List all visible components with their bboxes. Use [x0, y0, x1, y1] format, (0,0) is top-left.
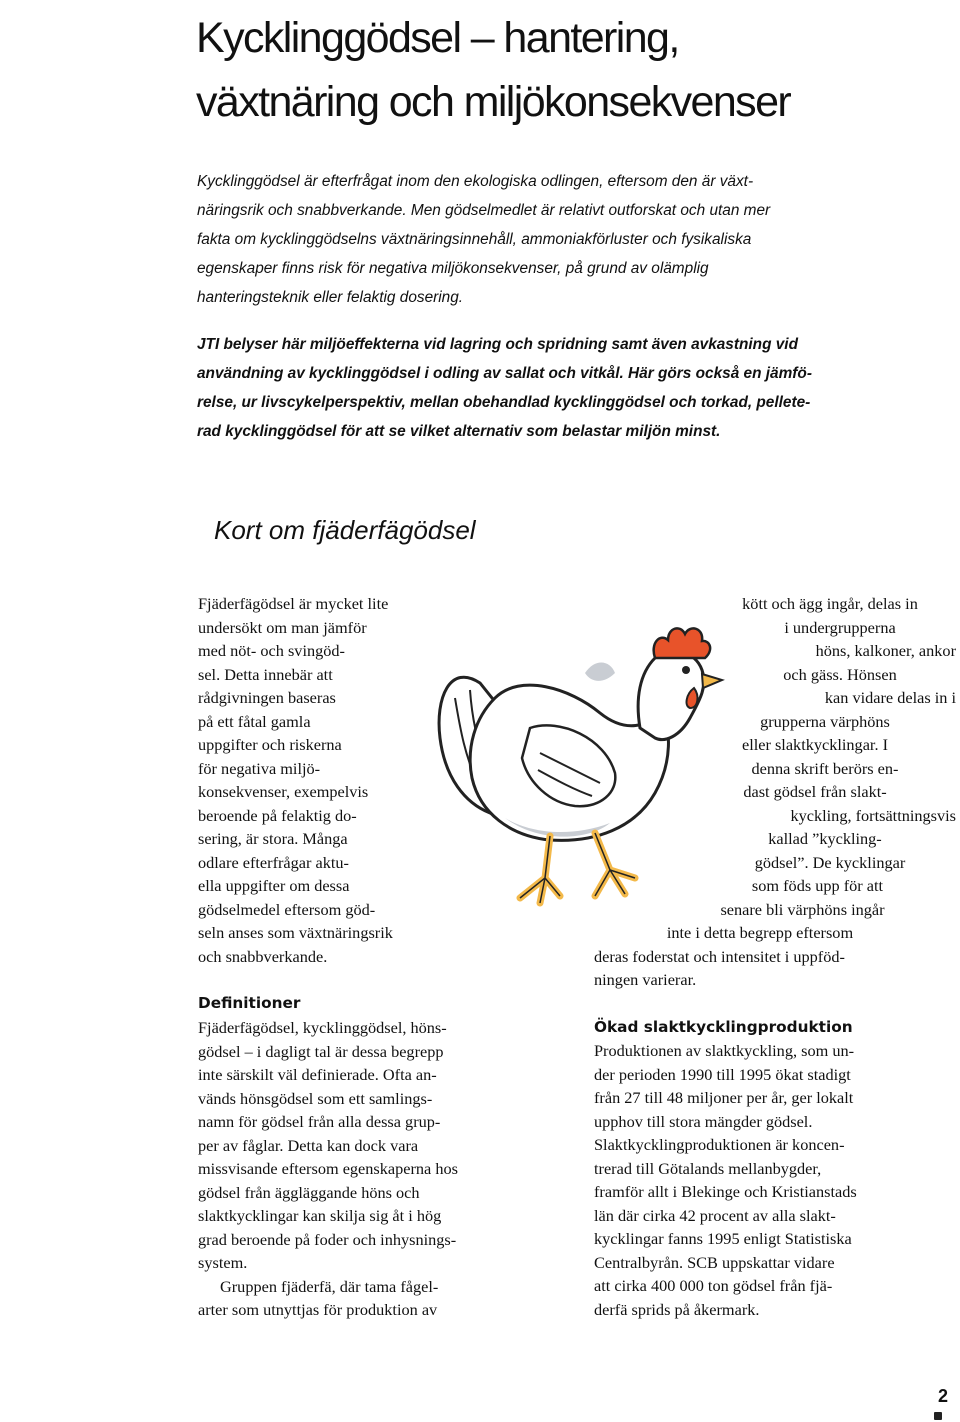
page-number: 2: [938, 1386, 949, 1406]
body-line: grupperna värphöns: [760, 711, 890, 731]
body-line: slaktkycklingar kan skilja sig åt i hög: [198, 1206, 442, 1225]
intro-line: hanteringsteknik eller felaktig dosering.: [197, 289, 464, 306]
body-line: gödselmedel eftersom göd-: [198, 899, 376, 919]
body-line: sering, är stora. Många: [198, 829, 348, 848]
body-line: Fjäderfägödsel, kycklinggödsel, höns-: [198, 1018, 447, 1037]
body-line: från 27 till 48 miljoner per år, ger lokalt: [594, 1088, 854, 1107]
body-line: arter som utnyttjas för produktion av: [198, 1300, 438, 1319]
body-line: Slaktkycklingproduktionen är koncen-: [594, 1135, 845, 1154]
body-line: Centralbyrån. SCB uppskattar vidare: [594, 1252, 835, 1272]
body-line: dast gödsel från slakt-: [743, 782, 887, 801]
body-line: uppgifter och riskerna: [198, 735, 342, 754]
body-line: för negativa miljö-: [198, 758, 321, 778]
body-line: trerad till Götalands mellanbygder,: [594, 1158, 822, 1178]
document-title: [196, 6, 956, 134]
body-line: gödsel från äggläggande höns och: [198, 1182, 420, 1202]
hen-illustration-icon: [410, 578, 730, 933]
body-line: kycklingar fanns 1995 enligt Statistiska: [594, 1229, 852, 1248]
intro-line: rad kycklinggödsel för att se vilket alternativ som belastar miljön minst.: [197, 423, 721, 440]
body-line: kyckling, fortsättningsvis: [790, 805, 956, 825]
body-line: denna skrift berörs en-: [751, 758, 899, 778]
body-line: höns, kalkoner, ankor: [815, 641, 956, 660]
definitions-text: [198, 1016, 458, 1322]
body-line: kallad ”kyckling-: [768, 829, 882, 848]
page-marker: [934, 1412, 942, 1420]
body-line: namn för gödsel från alla dessa grup-: [198, 1112, 441, 1131]
body-line: Produktionen av slaktkyckling, som un-: [594, 1041, 855, 1060]
body-line: missvisande eftersom egenskaperna hos: [198, 1159, 458, 1178]
intro-paragraph-1: [197, 167, 959, 312]
intro-paragraph-2: [197, 330, 959, 446]
definitions-heading: Definitioner: [198, 994, 301, 1012]
hen-shading: [585, 662, 615, 680]
hen-comb: [654, 628, 710, 658]
title-line: Kycklinggödsel – hantering,: [196, 14, 679, 62]
intro-line: egenskaper finns risk för negativa miljökonsekvenser, på grund av olämplig: [197, 260, 709, 277]
body-line: gödsel – i dagligt tal är dessa begrepp: [198, 1041, 444, 1061]
body-line: och gäss. Hönsen: [783, 664, 897, 684]
body-line: upphov till stora mängder gödsel.: [594, 1111, 813, 1131]
hen-eye: [682, 666, 690, 674]
body-line: med nöt- och svingöd-: [198, 641, 345, 660]
body-line: beroende på felaktig do-: [198, 805, 357, 825]
body-line: att cirka 400 000 ton gödsel från fjä-: [594, 1276, 833, 1295]
intro-line: fakta om kycklinggödselns växtnäringsinnehåll, ammoniakförluster och fysikaliska: [197, 231, 752, 248]
body-line: på ett fåtal gamla: [198, 711, 311, 731]
body-line: ella uppgifter om dessa: [198, 876, 350, 895]
body-line: ningen varierar.: [594, 970, 697, 989]
intro-line: relse, ur livscykelperspektiv, mellan obehandlad kycklinggödsel och torkad, pellete-: [197, 394, 811, 411]
body-line: per av fåglar. Detta kan dock vara: [198, 1135, 419, 1155]
production-heading: Ökad slaktkycklingproduktion: [594, 1018, 853, 1036]
body-line: framför allt i Blekinge och Kristianstads: [594, 1182, 857, 1201]
body-line: gödsel”. De kycklingar: [754, 852, 906, 872]
body-line: som föds upp för att: [751, 876, 884, 895]
body-line: inte särskilt väl definierade. Ofta an-: [198, 1065, 437, 1084]
body-line: län där cirka 42 procent av alla slakt-: [594, 1205, 836, 1225]
body-line: odlare efterfrågar aktu-: [198, 852, 349, 872]
body-line: eller slaktkycklingar. I: [741, 735, 889, 754]
body-line: der perioden 1990 till 1995 ökat stadigt: [594, 1064, 851, 1084]
body-line: konsekvenser, exempelvis: [198, 782, 369, 801]
body-line: rådgivningen baseras: [198, 688, 336, 707]
body-line: sel. Detta innebär att: [198, 664, 333, 684]
section-heading: Kort om fjäderfägödsel: [214, 515, 476, 545]
left-column-text: [198, 592, 393, 968]
body-line: system.: [198, 1253, 248, 1272]
body-line: Gruppen fjäderfä, där tama fågel-: [220, 1276, 439, 1296]
body-line: Fjäderfägödsel är mycket lite: [198, 594, 389, 613]
body-line: deras foderstat och intensitet i uppföd-: [594, 946, 845, 966]
body-line: kött och ägg ingår, delas in: [742, 594, 918, 613]
body-line: senare bli värphöns ingår: [720, 899, 885, 919]
body-line: och snabbverkande.: [198, 946, 328, 966]
hen-beak: [702, 674, 722, 688]
body-line: grad beroende på foder och inhysnings-: [198, 1229, 457, 1249]
body-line: kan vidare delas in i: [824, 688, 956, 707]
intro-line: näringsrik och snabbverkande. Men gödselmedlet är relativt outforskat och utan mer: [197, 202, 771, 219]
intro-line: användning av kycklinggödsel i odling av sallat och vitkål. Här görs också en jämfö-: [197, 365, 812, 382]
body-line: undersökt om man jämför: [198, 617, 367, 637]
body-line: vänds hönsgödsel som ett samlings-: [198, 1088, 433, 1108]
body-line: inte i detta begrepp eftersom: [666, 923, 854, 942]
body-line: derfä sprids på åkermark.: [594, 1299, 760, 1319]
intro-line: JTI belyser här miljöeffekterna vid lagring och spridning samt även avkastning vid: [197, 336, 798, 353]
body-line: i undergrupperna: [784, 617, 896, 637]
production-text: [594, 1039, 857, 1321]
intro-line: Kycklinggödsel är efterfrågat inom den ekologiska odlingen, eftersom den är växt-: [197, 173, 754, 190]
body-line: seln anses som växtnäringsrik: [198, 923, 393, 942]
title-line: växtnäring och miljökonsekvenser: [196, 78, 791, 126]
